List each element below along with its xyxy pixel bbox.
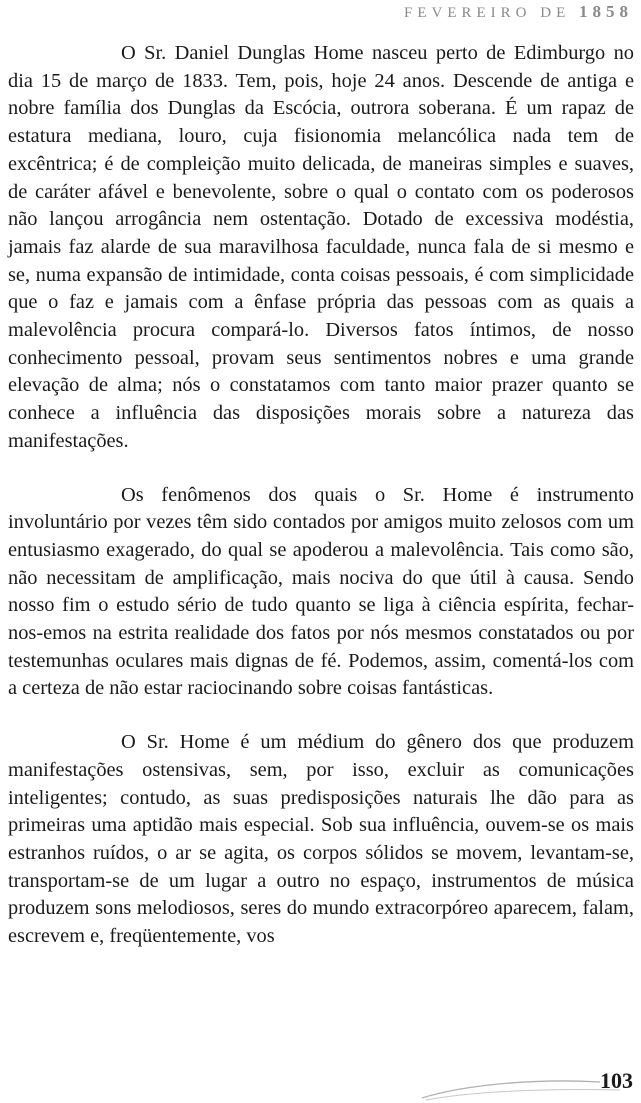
paragraph-3: O Sr. Home é um médium do gênero dos que produzem manifestações ostensivas, sem, por isso, excluir as comunicações inteligentes; contudo, as suas predisposições naturais lhe dão para as primeiras uma aptidão mais especial. Sob sua influência, ouvem-se os mais estranhos ruídos, o ar se agita, os corpos sólidos se movem, levantam-se, transportam-se de um lugar a outro no espaço, instrumentos de música produzem sons melodiosos, seres do mundo extracorpóreo aparecem, falam, escrevem e, freqüentemente, vos — [8, 731, 634, 948]
running-header-month: FEVEREIRO DE — [404, 5, 571, 21]
running-header — [404, 2, 633, 22]
paragraph-1: O Sr. Daniel Dunglas Home nasceu perto de Edimburgo no dia 15 de março de 1833. Tem, pois, hoje 24 anos. Descende de antiga e nobre família dos Dunglas da Escócia, outrora soberana. É um rapaz de estatura mediana, louro, cuja fisionomia melancólica nada tem de excêntrica; é de compleição muito delicada, de maneiras simples e suaves, de caráter afável e benevolente, sobre o qual o contato com os poderosos não lançou arrogância nem ostentação. Dotado de excessiva modéstia, jamais faz alarde de sua maravilhosa faculdade, nunca fala de si mesmo e se, numa expansão de intimidade, conta coisas pessoais, é com simplicidade que o faz e jamais com a ênfase própria das pessoas com as quais a malevolência procura compará-lo. Diversos fatos íntimos, de nosso conhecimento pessoal, provam seus sentimentos nobres e uma grande elevação de alma; nós o constatamos com tanto maior prazer quanto se conhece a influência das disposições morais sobre a natureza das manifestações. — [8, 42, 634, 452]
page-number: 103 — [600, 1068, 633, 1093]
paragraph-2: Os fenômenos dos quais o Sr. Home é instrumento involuntário por vezes têm sido contados por amigos muito zelosos com um entusiasmo exagerado, do qual se apoderou a malevolência. Tais como são, não necessitam de amplificação, mais nociva do que útil à causa. Sendo nosso fim o estudo sério de tudo quanto se liga à ciência espírita, fechar-nos-emos na estrita realidade dos fatos por nós mesmos constatados ou por testemunhas oculares mais dignas de fé. Podemos, assim, comentá-los com a certeza de não estar raciocinando sobre coisas fantásticas. — [8, 483, 634, 700]
page-footer — [420, 1062, 641, 1103]
running-header-year: 1858 — [579, 2, 633, 21]
page-body — [8, 40, 634, 977]
